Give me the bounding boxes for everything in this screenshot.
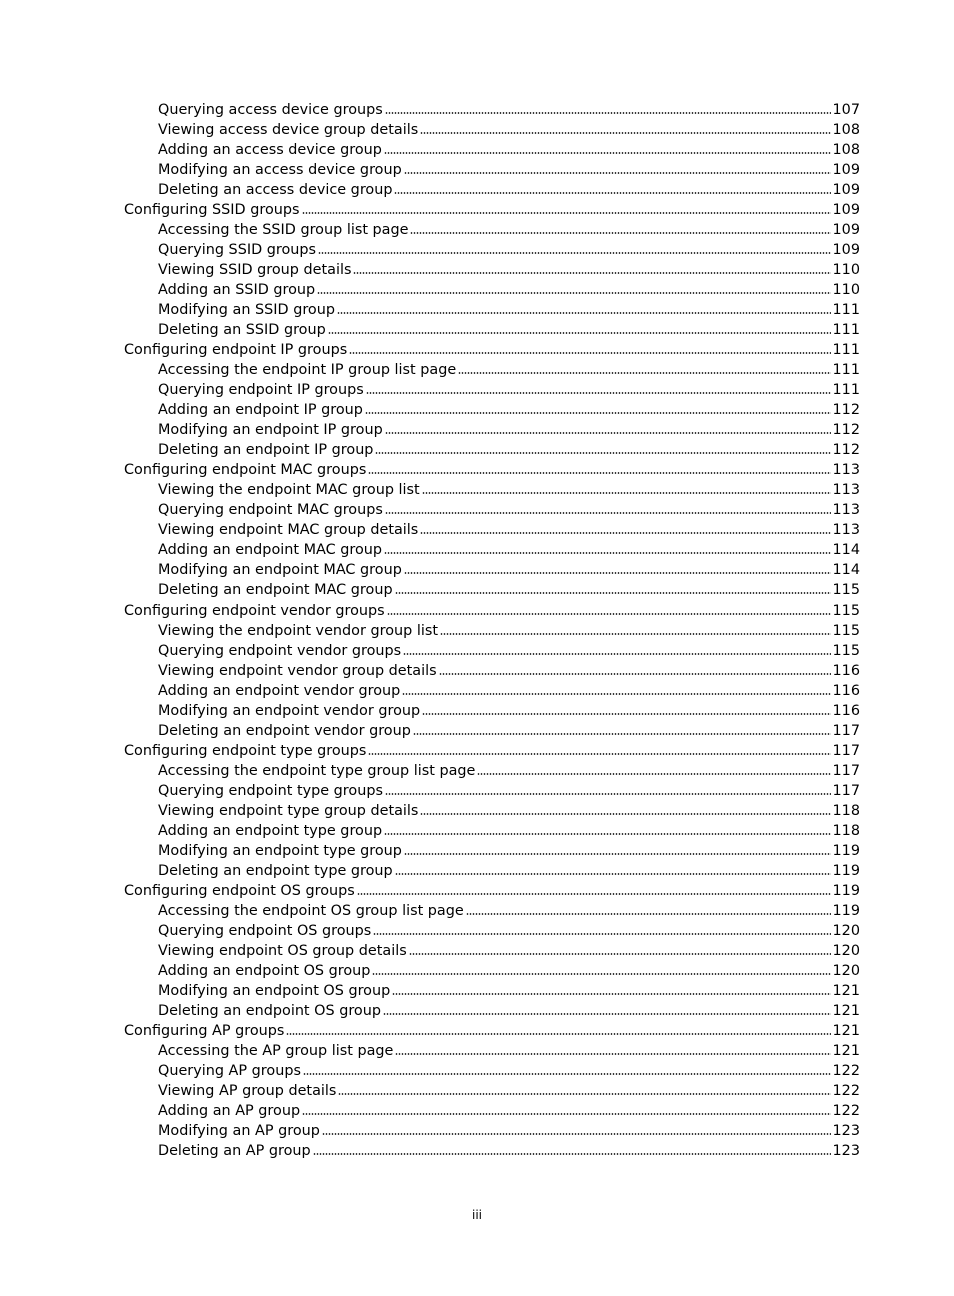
toc-dot-leader <box>392 993 830 995</box>
toc-entry-page: 113 <box>832 462 860 479</box>
toc-dot-leader <box>420 532 830 534</box>
toc-entry-title: Deleting an endpoint OS group <box>158 1002 381 1019</box>
toc-dot-leader <box>409 953 831 955</box>
toc-entry-page: 111 <box>832 302 860 319</box>
toc-subsection-entry[interactable] <box>158 1041 860 1061</box>
toc-subsection-entry[interactable] <box>158 560 860 580</box>
toc-dot-leader <box>477 773 830 775</box>
toc-dot-leader <box>338 1093 830 1095</box>
toc-entry-page: 120 <box>832 962 860 979</box>
toc-entry-page: 110 <box>832 282 860 299</box>
toc-entry-page: 109 <box>832 222 860 239</box>
toc-entry-title: Adding an AP group <box>158 1103 301 1119</box>
toc-section-entry[interactable] <box>124 601 860 621</box>
toc-entry-page: 116 <box>832 702 860 719</box>
toc-subsection-entry[interactable] <box>158 280 860 300</box>
toc-section-entry[interactable] <box>124 200 860 220</box>
toc-entry-title: Querying endpoint MAC groups <box>158 502 383 519</box>
toc-entry-page: 117 <box>832 762 860 779</box>
toc-subsection-entry[interactable] <box>158 981 860 1001</box>
toc-section-entry[interactable] <box>124 1021 860 1041</box>
toc-entry-title: Deleting an access device group <box>158 182 393 199</box>
toc-entry-page: 118 <box>832 802 860 819</box>
toc-subsection-entry[interactable] <box>158 480 860 500</box>
toc-entry-page: 113 <box>832 522 860 539</box>
toc-entry-title: Deleting an SSID group <box>158 322 326 339</box>
toc-dot-leader <box>302 212 831 214</box>
toc-entry-title: Modifying an AP group <box>158 1123 320 1140</box>
toc-dot-leader <box>404 853 831 855</box>
toc-dot-leader <box>375 452 830 454</box>
toc-entry-page: 120 <box>832 922 860 939</box>
toc-dot-leader <box>385 432 831 434</box>
toc-subsection-entry[interactable] <box>158 701 860 721</box>
toc-entry-title: Modifying an endpoint type group <box>158 842 402 859</box>
toc-dot-leader <box>384 833 830 835</box>
toc-subsection-entry[interactable] <box>158 100 860 120</box>
page-number: iii <box>471 1208 482 1222</box>
toc-entry-title: Querying SSID groups <box>158 242 317 259</box>
toc-subsection-entry[interactable] <box>158 641 860 661</box>
toc-subsection-entry[interactable] <box>158 1121 860 1141</box>
toc-dot-leader <box>328 332 831 334</box>
toc-dot-leader <box>286 1033 830 1035</box>
toc-dot-leader <box>410 232 830 234</box>
toc-dot-leader <box>420 132 830 134</box>
toc-subsection-entry[interactable] <box>158 440 860 460</box>
toc-dot-leader <box>303 1073 831 1075</box>
toc-dot-leader <box>387 613 831 615</box>
toc-subsection-entry[interactable] <box>158 360 860 380</box>
toc-dot-leader <box>404 572 831 574</box>
toc-entry-title: Adding an endpoint OS group <box>158 962 371 979</box>
toc-entry-title: Querying endpoint IP groups <box>158 382 364 399</box>
toc-entry-page: 115 <box>832 602 860 619</box>
toc-subsection-entry[interactable] <box>158 160 860 180</box>
toc-subsection-entry[interactable] <box>158 841 860 861</box>
toc-subsection-entry[interactable] <box>158 260 860 280</box>
toc-entry-page: 116 <box>832 682 860 699</box>
toc-subsection-entry[interactable] <box>158 380 860 400</box>
toc-dot-leader <box>318 252 831 254</box>
toc-dot-leader <box>385 512 831 514</box>
toc-entry-title: Viewing access device group details <box>158 122 419 139</box>
toc-entry-title: Adding an endpoint MAC group <box>158 542 383 559</box>
toc-entry-page: 119 <box>832 842 860 859</box>
toc-dot-leader <box>357 893 831 895</box>
toc-subsection-entry[interactable] <box>158 400 860 420</box>
toc-subsection-entry[interactable] <box>158 1001 860 1021</box>
toc-subsection-entry[interactable] <box>158 1081 860 1101</box>
toc-entry-page: 112 <box>832 402 860 419</box>
toc-entry-title: Configuring endpoint type groups <box>124 742 367 759</box>
toc-subsection-entry[interactable] <box>158 781 860 801</box>
toc-dot-leader <box>385 793 831 795</box>
toc-entry-page: 115 <box>832 642 860 659</box>
toc-entry-title: Viewing endpoint type group details <box>158 802 419 819</box>
toc-section-entry[interactable] <box>124 741 860 761</box>
toc-entry-title: Configuring endpoint IP groups <box>124 342 348 359</box>
toc-dot-leader <box>372 973 830 975</box>
toc-subsection-entry[interactable] <box>158 961 860 981</box>
toc-dot-leader <box>458 372 830 374</box>
toc-subsection-entry[interactable] <box>158 240 860 260</box>
toc-entry-title: Accessing the AP group list page <box>158 1042 394 1059</box>
toc-subsection-entry[interactable] <box>158 120 860 140</box>
toc-entry-title: Modifying an endpoint IP group <box>158 422 383 439</box>
toc-entry-title: Accessing the endpoint IP group list page <box>158 362 457 379</box>
toc-entry-title: Querying endpoint vendor groups <box>158 642 402 659</box>
toc-entry-page: 111 <box>832 342 860 359</box>
toc-entry-title: Adding an endpoint vendor group <box>158 682 401 699</box>
toc-entry-page: 115 <box>832 582 860 599</box>
toc-subsection-entry[interactable] <box>158 921 860 941</box>
toc-dot-leader <box>466 913 831 915</box>
toc-dot-leader <box>404 172 831 174</box>
toc-entry-page: 114 <box>832 562 860 579</box>
toc-entry-title: Viewing endpoint vendor group details <box>158 662 437 679</box>
toc-entry-title: Viewing SSID group details <box>158 262 352 279</box>
toc-subsection-entry[interactable] <box>158 500 860 520</box>
toc-subsection-entry[interactable] <box>158 821 860 841</box>
toc-entry-page: 118 <box>832 822 860 839</box>
toc-subsection-entry[interactable] <box>158 801 860 821</box>
toc-entry-title: Querying access device groups <box>158 102 383 118</box>
toc-dot-leader <box>440 633 831 635</box>
toc-entry-page: 112 <box>832 422 860 439</box>
toc-entry-title: Querying endpoint type groups <box>158 782 383 799</box>
toc-entry-title: Querying AP groups <box>158 1062 301 1079</box>
toc-dot-leader <box>317 292 830 294</box>
toc-section-entry[interactable] <box>124 460 860 480</box>
toc-subsection-entry[interactable] <box>158 941 860 961</box>
toc-dot-leader <box>439 673 831 675</box>
toc-subsection-entry[interactable] <box>158 681 860 701</box>
toc-entry-page: 120 <box>832 942 860 959</box>
toc-entry-page: 122 <box>832 1082 860 1099</box>
toc-subsection-entry[interactable] <box>158 220 860 240</box>
toc-entry-title: Adding an endpoint type group <box>158 822 383 839</box>
toc-dot-leader <box>422 713 830 715</box>
toc-dot-leader <box>373 933 830 935</box>
toc-entry-title: Configuring endpoint vendor groups <box>124 602 385 619</box>
toc-entry-page: 119 <box>832 862 860 879</box>
toc-entry-title: Viewing AP group details <box>158 1082 337 1099</box>
toc-entry-page: 121 <box>832 1022 860 1039</box>
toc-entry-page: 111 <box>832 382 860 399</box>
toc-entry-page: 108 <box>832 122 860 139</box>
toc-subsection-entry[interactable] <box>158 520 860 540</box>
toc-entry-title: Adding an endpoint IP group <box>158 402 363 419</box>
toc-entry-page: 121 <box>832 1042 860 1059</box>
toc-dot-leader <box>385 112 831 114</box>
toc-entry-page: 108 <box>832 142 860 159</box>
toc-subsection-entry[interactable] <box>158 180 860 200</box>
toc-entry-title: Deleting an AP group <box>158 1143 311 1160</box>
toc-dot-leader <box>403 653 830 655</box>
toc-entry-title: Modifying an access device group <box>158 162 402 179</box>
toc-entry-title: Viewing the endpoint vendor group list <box>158 622 438 639</box>
toc-entry-page: 121 <box>832 982 860 999</box>
toc-subsection-entry[interactable] <box>158 580 860 600</box>
toc-entry-page: 111 <box>832 322 860 339</box>
toc-dot-leader <box>384 552 831 554</box>
toc-entry-page: 122 <box>832 1062 860 1079</box>
toc-subsection-entry[interactable] <box>158 661 860 681</box>
toc-subsection-entry[interactable] <box>158 621 860 641</box>
toc-dot-leader <box>413 733 831 735</box>
toc-subsection-entry[interactable] <box>158 540 860 560</box>
toc-subsection-entry[interactable] <box>158 140 860 160</box>
toc-dot-leader <box>383 1013 831 1015</box>
toc-entry-page: 123 <box>832 1143 860 1160</box>
toc-entry-page: 123 <box>832 1123 860 1140</box>
toc-dot-leader <box>349 352 830 354</box>
toc-dot-leader <box>368 472 830 474</box>
toc-dot-leader <box>384 152 831 154</box>
toc-section-entry[interactable] <box>124 881 860 901</box>
toc-entry-page: 117 <box>832 742 860 759</box>
toc-entry-title: Viewing endpoint OS group details <box>158 942 407 959</box>
toc-entry-page: 111 <box>832 362 860 379</box>
toc-subsection-entry[interactable] <box>158 901 860 921</box>
toc-entry-page: 119 <box>832 902 860 919</box>
toc-dot-leader <box>337 312 831 314</box>
toc-entry-page: 110 <box>832 262 860 279</box>
toc-dot-leader <box>313 1153 831 1155</box>
toc-entry-title: Modifying an endpoint OS group <box>158 982 391 999</box>
toc-section-entry[interactable] <box>124 340 860 360</box>
toc-entry-page: 109 <box>832 242 860 259</box>
toc-entry-title: Viewing the endpoint MAC group list <box>158 482 420 499</box>
toc-entry-title: Configuring SSID groups <box>124 202 300 219</box>
toc-entry-title: Configuring endpoint OS groups <box>124 882 355 899</box>
toc-subsection-entry[interactable] <box>158 861 860 881</box>
toc-entry-page: 113 <box>832 502 860 519</box>
toc-entry-page: 113 <box>832 482 860 499</box>
toc-subsection-entry[interactable] <box>158 1101 860 1121</box>
toc-entry-title: Modifying an endpoint vendor group <box>158 702 421 719</box>
toc-entry-title: Configuring AP groups <box>124 1022 285 1039</box>
toc-subsection-entry[interactable] <box>158 320 860 340</box>
toc-entry-page: 117 <box>832 782 860 799</box>
toc-dot-leader <box>395 873 831 875</box>
toc-subsection-entry[interactable] <box>158 300 860 320</box>
toc-subsection-entry[interactable] <box>158 761 860 781</box>
toc-entry-title: Deleting an endpoint IP group <box>158 442 374 459</box>
toc-entry-title: Adding an access device group <box>158 142 382 159</box>
toc-entry-page: 109 <box>832 202 860 219</box>
toc-entry-page: 109 <box>832 162 860 179</box>
toc-entry-title: Accessing the SSID group list page <box>158 222 409 239</box>
toc-entry-page: 109 <box>832 182 860 199</box>
toc-dot-leader <box>302 1113 830 1115</box>
toc-entry-title: Modifying an SSID group <box>158 302 335 319</box>
toc-dot-leader <box>395 592 831 594</box>
toc-entry-title: Viewing endpoint MAC group details <box>158 522 419 539</box>
toc-entry-page: 115 <box>832 622 860 639</box>
toc-entry-title: Adding an SSID group <box>158 282 316 299</box>
toc-subsection-entry[interactable] <box>158 1061 860 1081</box>
toc-entry-page: 117 <box>832 722 860 739</box>
toc-dot-leader <box>322 1133 831 1135</box>
toc-dot-leader <box>394 192 830 194</box>
toc-entry-page: 122 <box>832 1103 860 1119</box>
toc-entry-title: Accessing the endpoint OS group list page <box>158 902 464 919</box>
toc-entry-title: Deleting an endpoint type group <box>158 862 393 879</box>
toc-dot-leader <box>422 492 831 494</box>
toc-entry-page: 114 <box>832 542 860 559</box>
toc-dot-leader <box>353 272 830 274</box>
toc-dot-leader <box>402 693 830 695</box>
toc-dot-leader <box>368 753 830 755</box>
toc-entry-title: Querying endpoint OS groups <box>158 922 372 939</box>
toc-subsection-entry[interactable] <box>158 1141 860 1161</box>
toc-subsection-entry[interactable] <box>158 721 860 741</box>
toc-subsection-entry[interactable] <box>158 420 860 440</box>
toc-entry-title: Modifying an endpoint MAC group <box>158 562 402 579</box>
toc-dot-leader <box>366 392 831 394</box>
toc-entry-page: 112 <box>832 442 860 459</box>
toc-entry-title: Configuring endpoint MAC groups <box>124 462 367 479</box>
toc-dot-leader <box>395 1053 830 1055</box>
toc-entry-page: 107 <box>832 102 860 118</box>
toc-entry-title: Deleting an endpoint vendor group <box>158 722 411 739</box>
toc-entry-title: Accessing the endpoint type group list page <box>158 762 476 779</box>
toc-entry-title: Deleting an endpoint MAC group <box>158 582 393 599</box>
toc-entry-page: 116 <box>832 662 860 679</box>
toc-entry-page: 119 <box>832 882 860 899</box>
toc-dot-leader <box>365 412 831 414</box>
toc-entry-page: 121 <box>832 1002 860 1019</box>
toc-dot-leader <box>420 813 830 815</box>
